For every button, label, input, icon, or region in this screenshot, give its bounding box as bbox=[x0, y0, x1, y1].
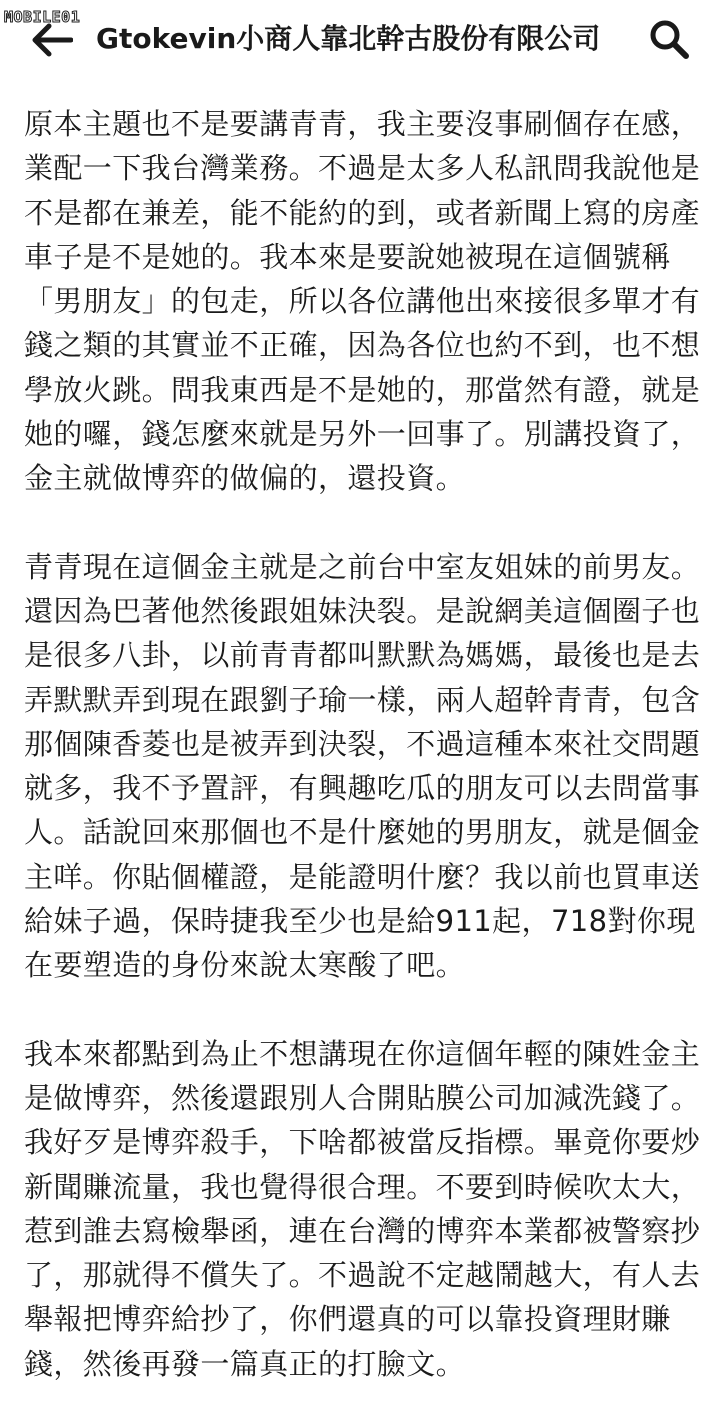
text-line: 是做博弈，然後還跟別人合開貼膜公司加減洗錢了。 bbox=[24, 1080, 701, 1115]
text-line: 青青現在這個金主就是之前台中室友姐妹的前男友。 bbox=[24, 549, 701, 584]
text-line: 不是都在兼差，能不能約的到，或者新聞上寫的房產 bbox=[24, 195, 701, 230]
watermark-text: MOBILE01 bbox=[4, 8, 81, 26]
text-line: 我好歹是博弈殺手，下啥都被當反指標。畢竟你要炒 bbox=[24, 1125, 701, 1160]
text-line: 錢，然後再發一篇真正的打臉文。 bbox=[24, 1346, 466, 1381]
text-line: 學放火跳。問我東西是不是她的，那當然有證，就是 bbox=[24, 372, 701, 407]
text-line: 惹到誰去寫檢舉函，連在台灣的博弈本業都被警察抄 bbox=[24, 1213, 701, 1248]
post-paragraph bbox=[24, 1032, 700, 1386]
text-line: 了，那就得不償失了。不過說不定越鬧越大，有人去 bbox=[24, 1258, 701, 1293]
text-line: 在要塑造的身份來說太寒酸了吧。 bbox=[24, 948, 466, 983]
text-line: 就多，我不予置評，有興趣吃瓜的朋友可以去問當事 bbox=[24, 771, 701, 806]
text-line: 我本來都點到為止不想講現在你這個年輕的陳姓金主 bbox=[24, 1036, 701, 1071]
text-line: 錢之類的其實並不正確，因為各位也約不到，也不想 bbox=[24, 328, 701, 363]
arrow-left-icon bbox=[29, 22, 73, 58]
thread-title: Gtokevin小商人靠北幹古股份有限公司 bbox=[96, 22, 601, 55]
text-line: 她的囉，錢怎麼來就是另外一回事了。別講投資了， bbox=[24, 417, 701, 452]
text-line: 是很多八卦，以前青青都叫默默為媽媽，最後也是去 bbox=[24, 638, 701, 673]
text-line: 原本主題也不是要講青青，我主要沒事刷個存在感， bbox=[24, 107, 701, 141]
back-button[interactable] bbox=[26, 18, 76, 62]
post-paragraph bbox=[24, 102, 700, 501]
text-line: 舉報把博弈給抄了，你們還真的可以靠投資理財賺 bbox=[24, 1302, 671, 1337]
text-line: 弄默默弄到現在跟劉子瑜一樣，兩人超幹青青，包含 bbox=[24, 682, 701, 717]
search-icon bbox=[648, 18, 690, 60]
text-line: 車子是不是她的。我本來是要說她被現在這個號稱 bbox=[24, 239, 671, 274]
text-line: 那個陳香菱也是被弄到決裂，不過這種本來社交問題 bbox=[24, 726, 701, 761]
text-line: 新聞賺流量，我也覺得很合理。不要到時候吹太大， bbox=[24, 1169, 701, 1204]
text-line: 人。話說回來那個也不是什麼她的男朋友，就是個金 bbox=[24, 815, 701, 850]
text-line: 還因為巴著他然後跟姐妹決裂。是說網美這個圈子也 bbox=[24, 593, 701, 628]
text-line: 主咩。你貼個權證，是能證明什麼？我以前也買車送 bbox=[24, 859, 701, 894]
text-line: 業配一下我台灣業務。不過是太多人私訊問我說他是 bbox=[24, 151, 701, 186]
post-paragraph bbox=[24, 545, 700, 988]
text-line: 金主就做博弈的做偏的，還投資。 bbox=[24, 461, 466, 496]
top-app-bar bbox=[0, 0, 720, 78]
text-line: 給妹子過，保時捷我至少也是給911起，718對你現 bbox=[24, 904, 696, 939]
post-body bbox=[24, 102, 700, 1386]
search-button[interactable] bbox=[644, 16, 694, 62]
text-line: 「男朋友」的包走，所以各位講他出來接很多單才有 bbox=[24, 284, 701, 319]
